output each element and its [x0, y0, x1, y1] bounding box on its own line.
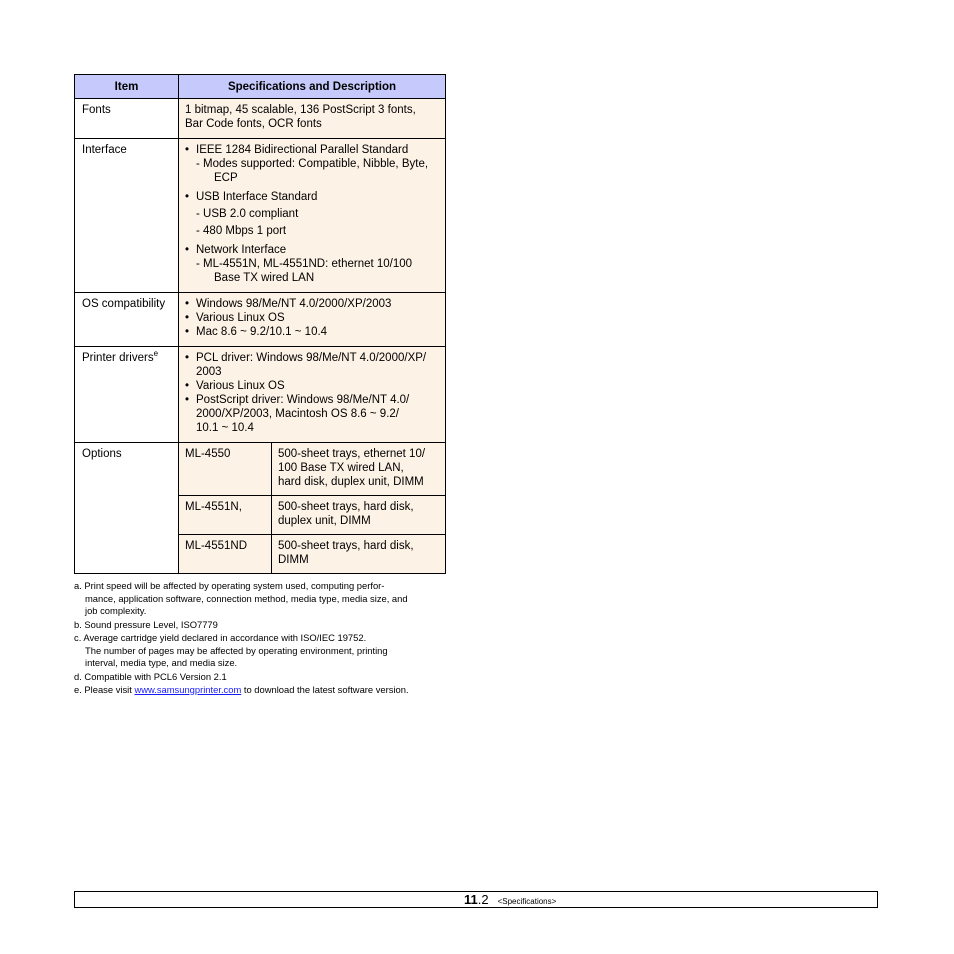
table-header-row — [75, 75, 446, 99]
header-item: Item — [75, 75, 179, 99]
interface-desc — [179, 139, 446, 293]
page-footer — [74, 891, 878, 908]
drivers-label: Printer drivers$^e$ — [75, 347, 179, 443]
os-label: OS compatibility — [75, 293, 179, 347]
page-sub-number: .2 — [477, 892, 489, 907]
row-interface — [75, 139, 446, 293]
list-item: • Mac 8.6 ~ 9.2/10.1 ~ 10.4 — [185, 325, 439, 339]
options-label: Options — [75, 443, 179, 574]
row-os — [75, 293, 446, 347]
specifications-table — [74, 74, 446, 574]
list-item: • Various Linux OS — [185, 379, 439, 393]
interface-sub-1: - Modes supported: Compatible, Nibble, Byte, ECP — [196, 158, 429, 184]
fonts-line-1: 1 bitmap, 45 scalable, 136 PostScript 3 fonts, — [185, 104, 416, 116]
options-desc: 500-sheet trays, hard disk, duplex unit, DIMM — [272, 496, 446, 535]
list-item: • PCL driver: Windows 98/Me/NT 4.0/2000/XP/ 2003 — [185, 351, 439, 379]
footnotes — [74, 580, 446, 698]
list-item: • Network Interface — [185, 243, 439, 257]
options-model: ML-4550 — [179, 443, 272, 496]
fonts-line-2: Bar Code fonts, OCR fonts — [185, 118, 322, 130]
options-desc: 500-sheet trays, ethernet 10/ 100 Base TX wired LAN, hard disk, duplex unit, DIMM — [272, 443, 446, 496]
os-desc — [179, 293, 446, 347]
page-number — [464, 892, 556, 907]
footnote-d: d. Compatible with PCL6 Version 2.1 — [74, 670, 227, 682]
footnote-b: b. Sound pressure Level, ISO7779 — [74, 618, 218, 630]
interface-list — [185, 143, 439, 157]
options-model: ML-4551ND — [179, 535, 272, 574]
row-fonts — [75, 99, 446, 139]
chapter-number: 11 — [464, 892, 478, 907]
footnote-ref: e — [153, 349, 159, 359]
list-item: • Various Linux OS — [185, 311, 439, 325]
list-item: • PostScript driver: Windows 98/Me/NT 4.0/ 2000/XP/2003, Macintosh OS 8.6 ~ 9.2/ 10.1 ~ 10.4 — [185, 393, 439, 435]
drivers-desc — [179, 347, 446, 443]
interface-sub-2: - USB 2.0 compliant - 480 Mbps 1 port — [196, 208, 299, 237]
footnote-a: a. Print speed will be affected by operating system used, computing perfor- mance, application software, connection method, media type, media size, and job complexity. — [74, 580, 408, 616]
interface-sub-3: - ML-4551N, ML-4551ND: ethernet 10/100 Base TX wired LAN — [196, 258, 413, 284]
row-drivers — [75, 347, 446, 443]
samsung-link[interactable]: www.samsungprinter.com — [134, 684, 242, 695]
interface-label: Interface — [75, 139, 179, 293]
fonts-label: Fonts — [75, 99, 179, 139]
list-item: • IEEE 1284 Bidirectional Parallel Standard — [185, 143, 439, 157]
options-desc: 500-sheet trays, hard disk, DIMM — [272, 535, 446, 574]
row-options-1 — [75, 443, 446, 496]
list-item: • USB Interface Standard — [185, 190, 439, 204]
options-model: ML-4551N, — [179, 496, 272, 535]
header-spec: Specifications and Description — [179, 75, 446, 99]
footnote-c: c. Average cartridge yield declared in accordance with ISO/IEC 19752. The number of pages may be affected by operating environment, printing interval, media type, and media size. — [74, 632, 388, 668]
section-name: <Specifications> — [497, 897, 557, 906]
footnote-e: e. Please visit www.samsungprinter.com to download the latest software version. — [74, 684, 409, 695]
list-item: • Windows 98/Me/NT 4.0/2000/XP/2003 — [185, 297, 439, 311]
fonts-desc — [179, 99, 446, 139]
